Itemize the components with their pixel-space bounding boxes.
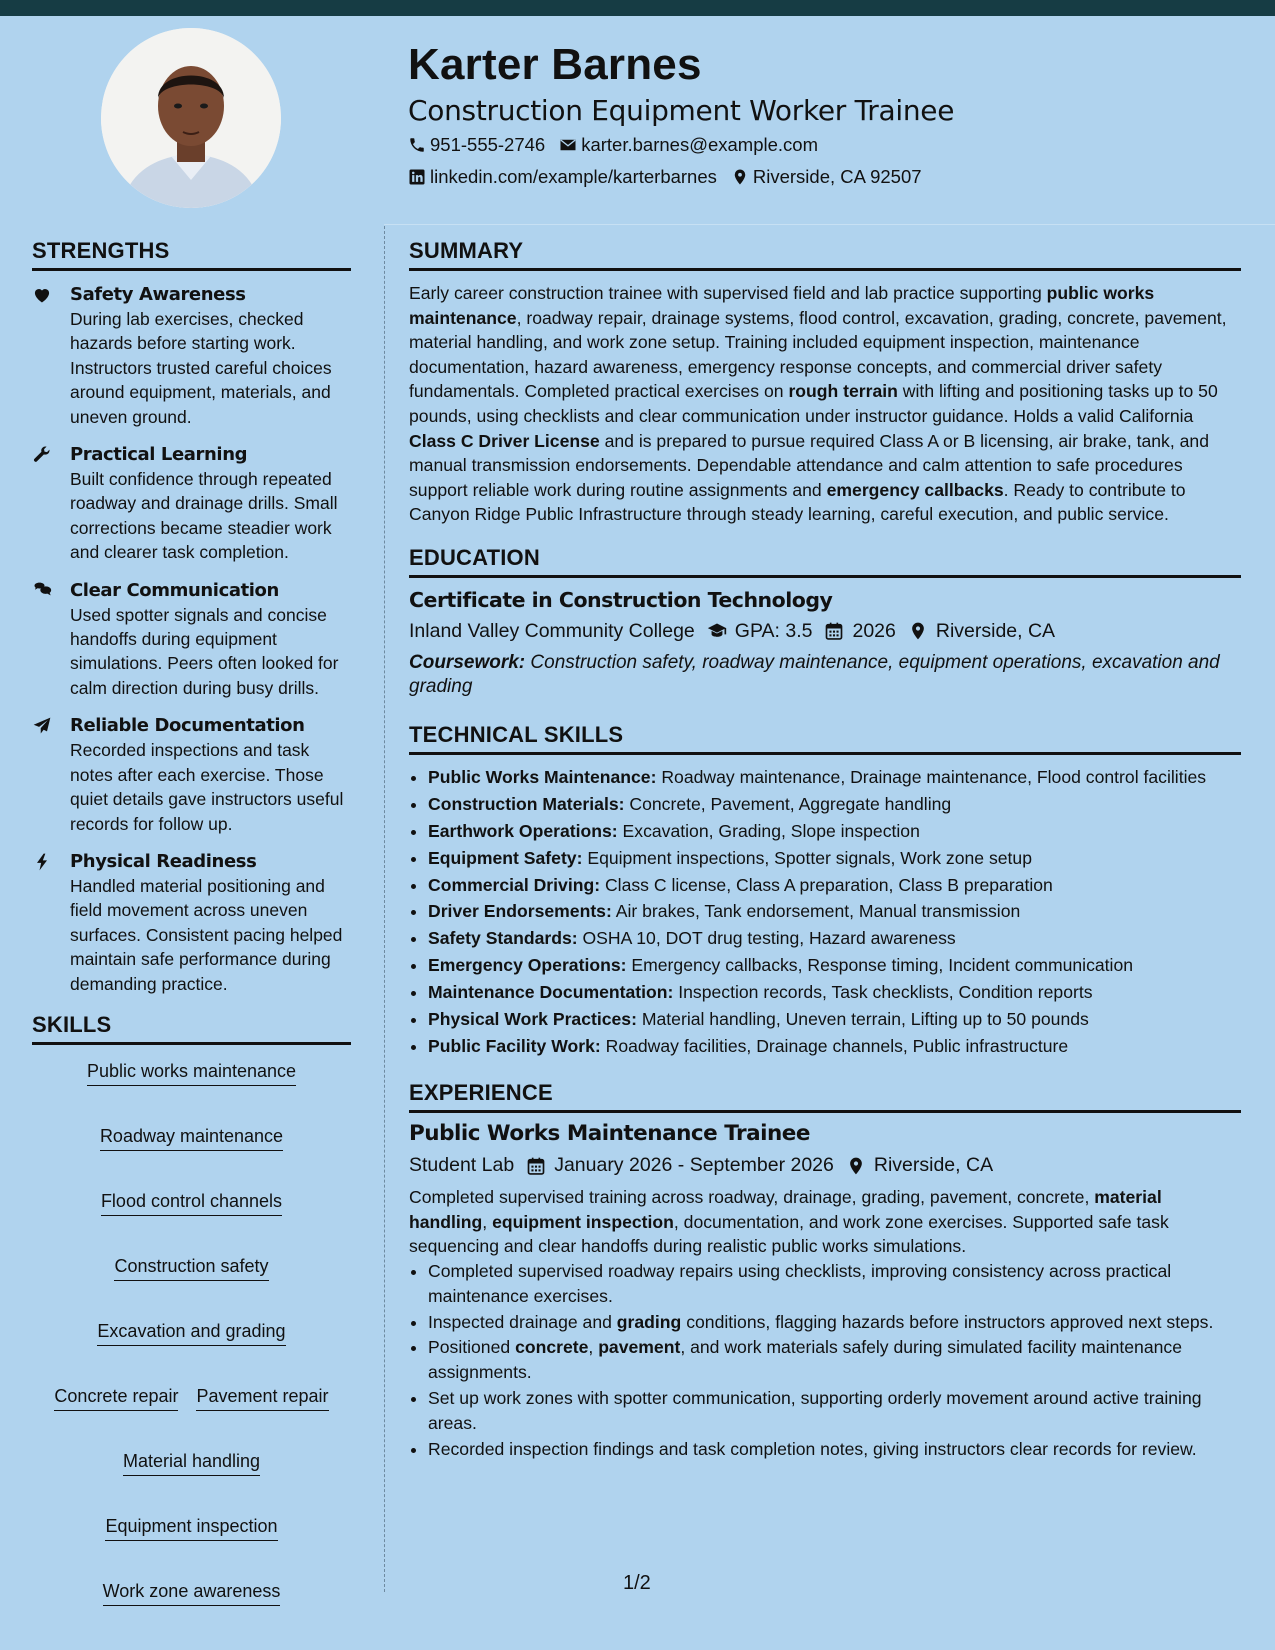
job-dates: January 2026 - September 2026: [526, 1154, 834, 1177]
list-item: • Construction Materials: Concrete, Pavement, Aggregate handling: [428, 792, 1241, 816]
technical-skills-heading: TECHNICAL SKILLS: [409, 722, 1241, 755]
list-item: • Maintenance Documentation: Inspection records, Task checklists, Condition reports: [428, 980, 1241, 1004]
left-column: [32, 238, 351, 1606]
summary-text: Early career construction trainee with supervised field and lab practice supporting public works maintenance, roadway repair, drainage systems, flood control, excavation, grading, concrete, pavement, material handling, and work zone setup. Training included equipment inspection, maintenance documentation, hazard awareness, emergency response concepts, and commercial driver safety fundamentals. Completed practical exercises on rough terrain with lifting and positioning tasks up to 50 pounds, using checklists and clear communication under instructor guidance. Holds a valid California Class C Driver License and is prepared to pursue required Class A or B licensing, air brake, tank, and manual transmission endorsements. Dependable attendance and calm attention to safe procedures support reliable work during routine assignments and emergency callbacks. Ready to contribute to Canyon Ridge Public Infrastructure through steady learning, careful execution, and public service.: [409, 283, 1227, 525]
coursework: Coursework: Construction safety, roadway maintenance, equipment operations, excavation and grading: [409, 651, 1220, 698]
skill-tag: Concrete repair: [54, 1384, 178, 1411]
list-item: • Safety Standards: OSHA 10, DOT drug testing, Hazard awareness: [428, 926, 1241, 950]
wrench-icon: [32, 445, 52, 465]
strength-item: [32, 443, 351, 565]
envelope-icon: [559, 136, 577, 154]
calendar-icon: [824, 621, 844, 641]
skills-list: [32, 1059, 351, 1606]
calendar-icon: [526, 1156, 546, 1176]
page-number: 1/2: [623, 1572, 651, 1594]
candidate-name: Karter Barnes: [408, 40, 702, 89]
candidate-title: Construction Equipment Worker Trainee: [408, 94, 955, 127]
column-divider: [384, 226, 385, 1592]
skill-tag: Work zone awareness: [103, 1579, 281, 1606]
gpa: GPA: 3.5: [707, 620, 813, 643]
profile-photo: [101, 28, 281, 208]
contact-row-1: [408, 134, 832, 156]
strength-title: Practical Learning: [70, 444, 248, 466]
list-item: • Physical Work Practices: Material handling, Uneven terrain, Lifting up to 50 pounds: [428, 1007, 1241, 1031]
list-item: • Driver Endorsements: Air brakes, Tank endorsement, Manual transmission: [428, 899, 1241, 923]
bolt-icon: [32, 852, 52, 872]
top-bar: [0, 0, 1275, 16]
job-location: Riverside, CA: [846, 1154, 993, 1177]
map-marker-icon: [846, 1156, 866, 1176]
skill-tag: Roadway maintenance: [100, 1124, 283, 1151]
email-text: karter.barnes@example.com: [581, 134, 818, 155]
header-divider: [384, 224, 1275, 225]
skill-tag: Public works maintenance: [87, 1059, 296, 1086]
strength-desc: Recorded inspections and task notes after each exercise. Those quiet details gave instructors useful records for follow up.: [70, 740, 344, 834]
school-name: Inland Valley Community College: [409, 619, 695, 642]
location-text: Riverside, CA 92507: [752, 166, 922, 187]
summary-heading: SUMMARY: [409, 238, 1241, 271]
list-item: • Positioned concrete, pavement, and work materials safely during simulated facility maintenance assignments.: [428, 1335, 1241, 1384]
map-marker-icon: [731, 168, 749, 186]
heart-icon: [32, 285, 52, 305]
phone-text: 951-555-2746: [430, 134, 546, 155]
strength-item: [32, 283, 351, 429]
linkedin-icon: [408, 168, 426, 186]
grad-year: 2026: [824, 620, 895, 643]
skill-tag: Equipment inspection: [105, 1514, 277, 1541]
contact-row-2: [408, 166, 936, 188]
skills-heading: SKILLS: [32, 1012, 351, 1045]
list-item: • Set up work zones with spotter communication, supporting orderly movement around active training areas.: [428, 1386, 1241, 1435]
experience-meta: [409, 1154, 1241, 1177]
list-item: • Commercial Driving: Class C license, Class A preparation, Class B preparation: [428, 873, 1241, 897]
phone-icon: [408, 136, 426, 154]
strength-desc: Handled material positioning and field movement across uneven surfaces. Consistent pacing helped maintain safe performance during demanding practice.: [70, 875, 343, 994]
strengths-heading: STRENGTHS: [32, 238, 351, 271]
phone-contact[interactable]: [408, 134, 545, 156]
location-contact: [731, 166, 922, 188]
strength-title: Reliable Documentation: [70, 715, 305, 737]
list-item: • Earthwork Operations: Excavation, Grading, Slope inspection: [428, 819, 1241, 843]
education-heading: EDUCATION: [409, 545, 1241, 578]
employer: Student Lab: [409, 1154, 515, 1177]
comments-icon: [32, 581, 52, 601]
strength-title: Safety Awareness: [70, 284, 246, 305]
list-item: • Completed supervised roadway repairs using checklists, improving consistency across practical maintenance exercises.: [428, 1259, 1241, 1308]
job-title: Public Works Maintenance Trainee: [409, 1121, 810, 1147]
strengths-list: [32, 283, 351, 996]
linkedin-text: linkedin.com/example/karterbarnes: [430, 166, 717, 187]
paper-plane-icon: [32, 716, 52, 736]
strength-title: Physical Readiness: [70, 850, 257, 872]
map-marker-icon: [908, 621, 928, 641]
degree-title: Certificate in Construction Technology: [409, 587, 833, 612]
list-item: • Public Works Maintenance: Roadway maintenance, Drainage maintenance, Flood control facilities: [428, 765, 1241, 789]
education-meta: [409, 620, 1241, 643]
skill-tag: Pavement repair: [196, 1384, 328, 1411]
linkedin-contact[interactable]: [408, 166, 717, 188]
experience-bullets: [409, 1259, 1241, 1461]
list-item: • Recorded inspection findings and task completion notes, giving instructors clear records for review.: [428, 1437, 1241, 1462]
skills-section: [32, 1012, 351, 1606]
skill-tag: Material handling: [123, 1449, 260, 1476]
list-item: • Public Facility Work: Roadway facilities, Drainage channels, Public infrastructure: [428, 1034, 1241, 1058]
school-location: Riverside, CA: [908, 620, 1055, 643]
strength-item: [32, 714, 351, 836]
strength-item: [32, 579, 351, 701]
list-item: • Inspected drainage and grading conditions, flagging hazards before instructors approved next steps.: [428, 1310, 1241, 1335]
strength-item: [32, 850, 351, 996]
list-item: • Emergency Operations: Emergency callbacks, Response timing, Incident communication: [428, 953, 1241, 977]
strength-desc: Used spotter signals and concise handoffs during equipment simulations. Peers often looked for calm direction during busy drills.: [70, 604, 339, 698]
skill-tag: Excavation and grading: [97, 1319, 285, 1346]
strength-desc: During lab exercises, checked hazards before starting work. Instructors trusted careful choices around equipment, materials, and uneven ground.: [70, 309, 332, 427]
strength-title: Clear Communication: [70, 579, 279, 601]
email-contact[interactable]: [559, 134, 818, 156]
technical-skills-list: [409, 765, 1241, 1058]
skill-tag: Flood control channels: [101, 1189, 282, 1216]
list-item: • Equipment Safety: Equipment inspections, Spotter signals, Work zone setup: [428, 846, 1241, 870]
graduation-cap-icon: [707, 621, 727, 641]
right-column: [409, 238, 1241, 1463]
experience-heading: EXPERIENCE: [409, 1080, 1241, 1113]
skill-tag: Construction safety: [114, 1254, 268, 1281]
experience-summary: Completed supervised training across roadway, drainage, grading, pavement, concrete, material handling, equipment inspection, documentation, and work zone exercises. Supported safe task sequencing and clear handoffs during realistic public works simulations.: [409, 1187, 1169, 1257]
strength-desc: Built confidence through repeated roadway and drainage drills. Small corrections became steadier work and clearer task completion.: [70, 469, 338, 563]
